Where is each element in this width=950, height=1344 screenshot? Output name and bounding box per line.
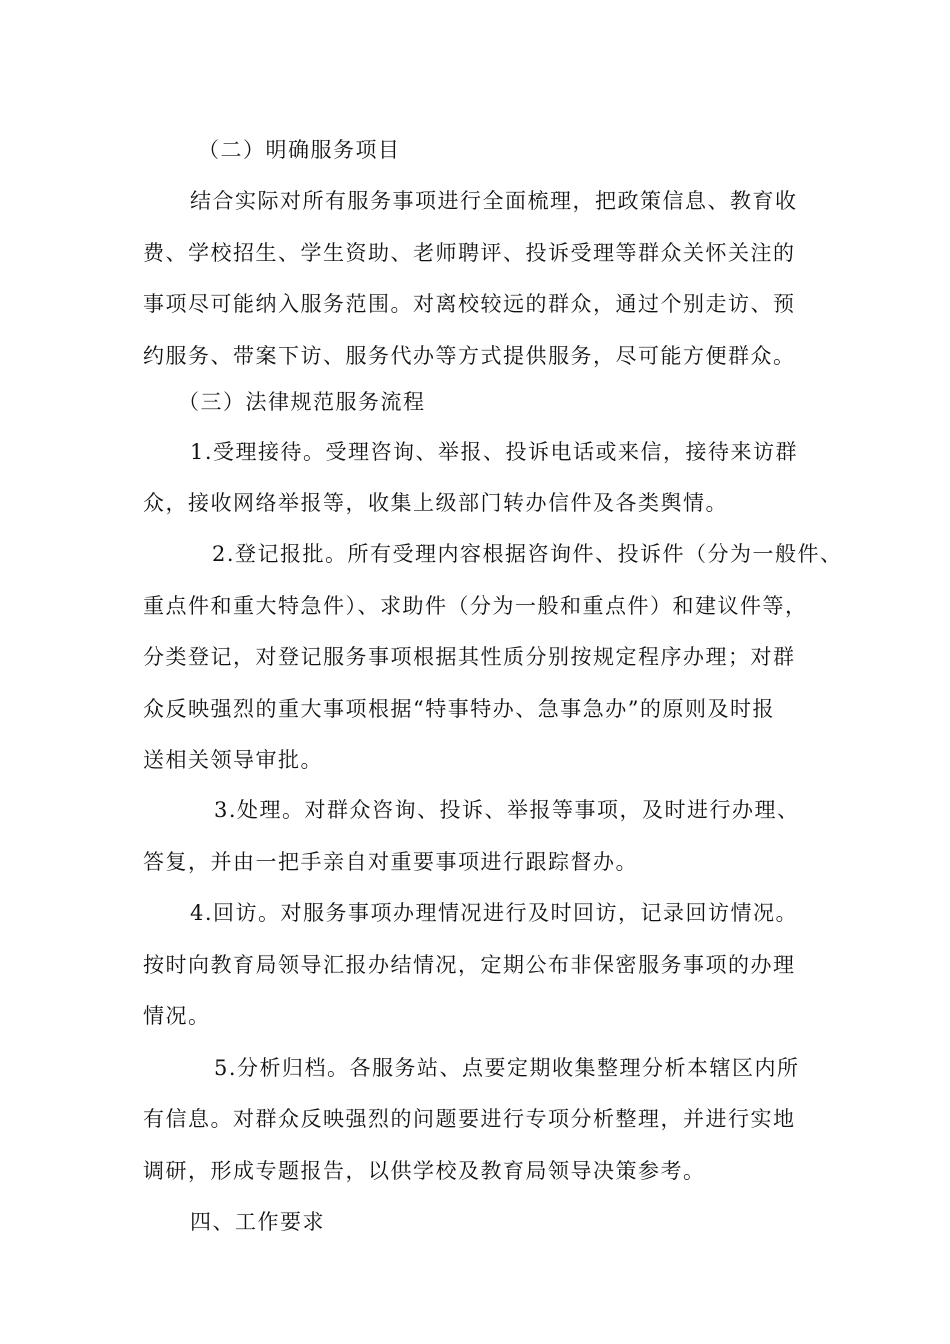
paragraph-line: 分类登记，对登记服务事项根据其性质分别按规定程序办理；对群 xyxy=(143,645,796,669)
paragraph-line: 5.分析归档。各服务站、点要定期收集整理分析本辖区内所 xyxy=(214,1056,800,1080)
heading-3-service-process: （三）法律规范服务流程 xyxy=(178,390,426,414)
paragraph-line: 有信息。对群众反映强烈的问题要进行专项分析整理，并进行实地 xyxy=(143,1107,796,1131)
paragraph-line: 重点件和重大特急件）、求助件（分为一般和重点件）和建议件等， xyxy=(143,594,808,618)
paragraph-line: 按时向教育局领导汇报办结情况，定期公布非保密服务事项的办理 xyxy=(143,953,796,977)
paragraph-line: 2.登记报批。所有受理内容根据咨询件、投诉件（分为一般件、 xyxy=(212,542,843,566)
paragraph-line: 约服务、带案下访、服务代办等方式提供服务，尽可能方便群众。 xyxy=(143,344,796,368)
paragraph-line: 1.受理接待。受理咨询、举报、投诉电话或来信，接待来访群 xyxy=(190,440,799,464)
paragraph-line: 费、学校招生、学生资助、老师聘评、投诉受理等群众关怀关注的 xyxy=(143,241,796,265)
paragraph-line: 3.处理。对群众咨询、投诉、举报等事项，及时进行办理、 xyxy=(214,798,800,822)
paragraph-line: 答复，并由一把手亲自对重要事项进行跟踪督办。 xyxy=(143,850,638,874)
heading-2-service-items: （二）明确服务项目 xyxy=(198,138,401,162)
paragraph-line: 情况。 xyxy=(143,1004,211,1028)
paragraph-line: 事项尽可能纳入服务范围。对离校较远的群众，通过个别走访、预 xyxy=(143,292,796,316)
section-heading-work-requirements: 四、工作要求 xyxy=(190,1210,325,1234)
paragraph-line: 众，接收网络举报等，收集上级部门转办信件及各类舆情。 xyxy=(143,491,728,515)
paragraph-line: 4.回访。对服务事项办理情况进行及时回访，记录回访情况。 xyxy=(190,901,799,925)
paragraph-line: 结合实际对所有服务事项进行全面梳理，把政策信息、教育收 xyxy=(190,189,798,213)
paragraph-line: 调研，形成专题报告，以供学校及教育局领导决策参考。 xyxy=(143,1159,706,1183)
paragraph-line: 送相关领导审批。 xyxy=(143,748,323,772)
paragraph-line: 众反映强烈的重大事项根据“特事特办、急事急办”的原则及时报 xyxy=(143,697,775,721)
